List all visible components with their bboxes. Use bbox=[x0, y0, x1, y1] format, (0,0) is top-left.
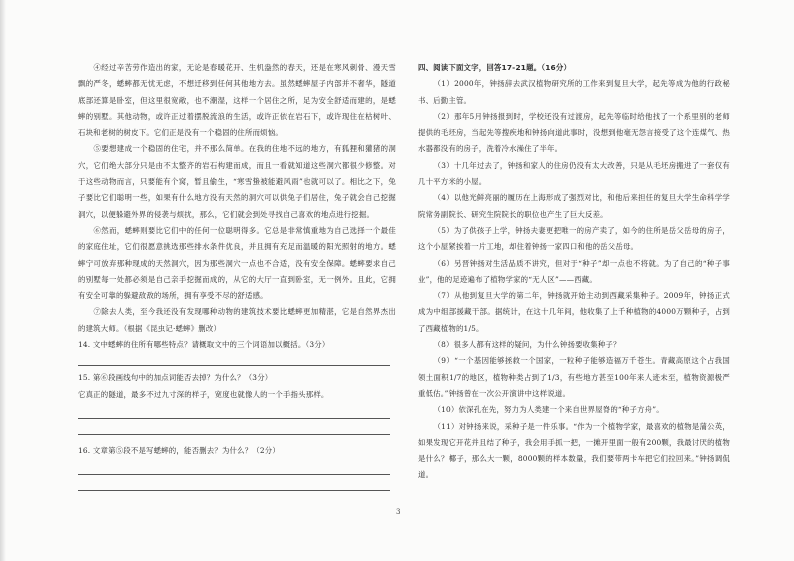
answer-line-15a[interactable] bbox=[78, 418, 390, 419]
reading-paragraph-5: ⑤要想建成一个稳固的住宅，并不那么简单。在我的住地不远的地方，有狐狸和獾猪的洞穴，它们绝大部分只是由不太整齐的岩石构建而成，而且一看就知道这些洞穴都很少修整。对于这些动物而言，只要能有个窝，暂且偷生，“寒雪蛰被能避风雨”也就可以了。相比之下，兔子要比它们聪明一些，如果有什么地方没有天然的洞穴可以供兔子们居住，兔子就会自己挖掘洞穴，以便躲避外界的侵袭与烦扰，那么，它们就会到处寻找自己喜欢的地点进行挖掘。 bbox=[78, 144, 396, 219]
passage-paragraph-9: （9）“一个基因能够拯救一个国家，一粒种子能够造福万千苍生。青藏高原这个占我国领土面积1/7的地区，植物种类占到了1/3，有些地方甚至100年来人迹未至，植物资源极严重低估。”钟扬曾在一次公开演讲中这样说道。 bbox=[418, 356, 730, 398]
passage-paragraph-6: （6）另晋钟扬对生活品质不讲究，但对于“种子”却一点也不将就。为了自己的“种子事业”，他的足迹遍布了植物学家的“无人区”——西藏。 bbox=[418, 258, 730, 284]
passage-paragraph-11: （11）对钟扬来说，采种子是一件乐事。“作为一个植物学家，最喜欢的植物是蒲公英，如果发现它开花并且结了种子，我会用手抓一把，一摊开里面一般有200颗，我最讨厌的植物是什么？椰子，那么大一颗，8000颗的样本数量，我们要带两卡车把它们拉回来。”钟扬调侃道。 bbox=[418, 421, 730, 480]
passage-paragraph-5: （5）为了供孩子上学，钟扬夫妻更把唯一的房产卖了，如今的住所是岳父岳母的房子，这个小屋紧挨着一片工地，却住着钟扬一家四口和他的岳父岳母。 bbox=[418, 225, 730, 252]
answer-line-14[interactable] bbox=[78, 365, 390, 366]
passage-paragraph-3: （3）十几年过去了，钟扬和家人的住房仍没有太大改善，只是从毛坯房搬进了一套仅有几十平方米的小屋。 bbox=[418, 160, 730, 187]
answer-line-16a[interactable] bbox=[78, 474, 390, 475]
question-15: 15. 第⑥段画线句中的加点词能否去掉？为什么？（3分） bbox=[78, 373, 273, 383]
page-number: 3 bbox=[396, 508, 401, 516]
answer-line-16b[interactable] bbox=[78, 490, 390, 491]
answer-line-15b[interactable] bbox=[78, 434, 390, 435]
reading-paragraph-4: ④经过辛苦劳作造出的家，无论是春暖花开、生机盎然的春天，还是在寒风刺骨、漫天雪飘的严冬，蟋蟀都无忧无虑，不想迁移到任何其他地方去。虽然蟋蟀屋子内部并不奢华，隧道底部还算是卧室，但这里很宽敞，也不潮湿，这样一个居住之所，足为安全舒适而建的，是蟋蟀的别墅。其他动物，或许正过着摆脱流浪的生活，或许正依在岩石下，或许现住在枯树叶、石块和老树的树皮下。它们正是没有一个稳固的住所而烦恼。 bbox=[78, 63, 396, 138]
passage-paragraph-7: （7）从他到复旦大学的第二年，钟扬就开始主动到西藏采集种子。2009年，钟扬正式成为中组部援藏干部。据统计，在这十几年间，他收集了上千种植物的4000万颗种子，占到了西藏植物的1/5。 bbox=[418, 291, 730, 333]
reading-paragraph-7: ⑦除去人类，至今我还没有发现哪种动物的建筑技术要比蟋蟀更加精湛，它是自然界杰出的建筑大师。（根据《昆虫记·蟋蟀》删改） bbox=[78, 307, 396, 333]
passage-paragraph-1: （1）2000年，钟扬辞去武汉植物研究所的工作来到复旦大学，起先等成为他的行政秘书、后勤主管。 bbox=[418, 79, 730, 105]
passage-paragraph-10: （10）依深孔在先，努力为人类建一个来自世界屋脊的“种子方舟”。 bbox=[433, 405, 664, 415]
left-column bbox=[78, 60, 396, 491]
question-15-quote: 它真正的隧道，最多不过九寸深的样子，宽度也就像人的一个手指头那样。 bbox=[78, 389, 329, 399]
right-column bbox=[418, 60, 730, 484]
passage-paragraph-4: （4）以他光鲜亮丽的履历在上海形成了强烈对比，和他后来担任的复旦大学生命科学学院常务副院长、研究生院院长的职位也产生了巨大反差。 bbox=[418, 193, 730, 219]
reading-paragraph-6: ⑥然而，蟋蟀则要比它们中的任何一位聪明得多。它总是非常慎重地为自己选择一个最佳的家庭住址，它们很愿意挑选那些排水条件优良，并且拥有充足而温暖的阳光照射的地方。蟋蟀宁可放弃那种现成的天然洞穴，因为那些洞穴一点也不合适，没有安全保障。蟋蟀要求自己的别墅每一处都必须是自己亲手挖掘而成的，从它的大厅一直到卧室，无一例外。且此，它拥有安全可靠的躲避敌敌的场所，拥有享受不尽的舒适感。 bbox=[78, 225, 396, 301]
section-title: 四、阅读下面文字，回答17-21题。（16分） bbox=[418, 63, 572, 72]
passage-paragraph-8: （8）很多人都有这样的疑问，为什么钟扬要收集种子？ bbox=[433, 340, 621, 350]
question-14: 14. 文中蟋蟀的住所有哪些特点？请概取文中的三个词语加以概括。（3分） bbox=[78, 340, 330, 350]
question-16: 16. 文章第⑤段不是写蟋蟀的，能否删去？为什么？（2分） bbox=[78, 445, 280, 455]
passage-paragraph-2: （2）那年5月钟扬报到时，学校还没有过渡房，起先等临时给他找了一个系里别的老师提供的毛坯房，当起先等搜疾地和钟扬向道此事时，没想到他毫无怨言接受了这个连煤气、热水器都没有的房子，洗着冷水澡住了半年。 bbox=[418, 111, 730, 154]
scan-edge-shadow bbox=[0, 0, 6, 561]
